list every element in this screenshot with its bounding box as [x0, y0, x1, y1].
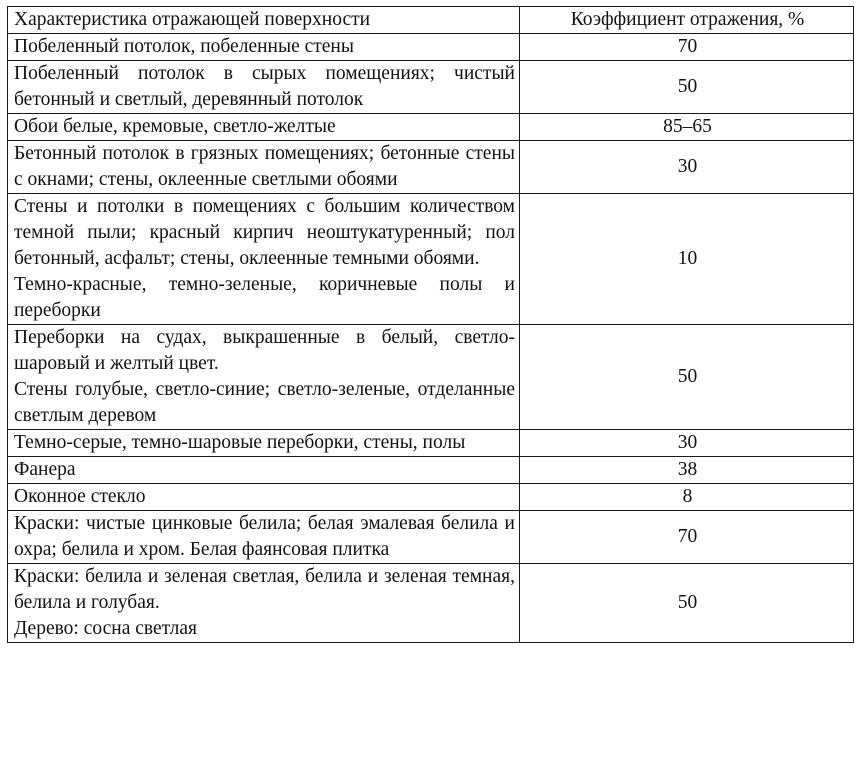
table-row	[8, 194, 854, 325]
row-coefficient: 30	[520, 430, 854, 457]
row-description	[8, 564, 520, 643]
row-coefficient: 50	[520, 325, 854, 430]
column-header-coefficient: Коэффициент отражения, %	[520, 7, 854, 34]
row-description	[8, 457, 520, 484]
table-row	[8, 484, 854, 511]
description-text: Стены голубые, светло-синие; светло-зеленые, отделанные светлым деревом	[14, 379, 515, 426]
document-page	[7, 6, 854, 643]
description-text: Фанера	[14, 459, 76, 480]
table-row	[8, 61, 854, 114]
row-coefficient: 10	[520, 194, 854, 325]
row-coefficient: 70	[520, 511, 854, 564]
description-text: Переборки на судах, выкрашенные в белый, светло-шаровый и желтый цвет.	[14, 327, 515, 374]
row-coefficient: 50	[520, 61, 854, 114]
row-description	[8, 61, 520, 114]
table-row	[8, 325, 854, 430]
row-coefficient: 70	[520, 34, 854, 61]
row-description	[8, 114, 520, 141]
row-description	[8, 194, 520, 325]
description-text: Побеленный потолок в сырых помещениях; чистый бетонный и светлый, деревянный потолок	[14, 63, 515, 110]
table-row	[8, 564, 854, 643]
reflection-coefficient-table	[7, 6, 854, 643]
row-description	[8, 141, 520, 194]
description-text: Обои белые, кремовые, светло-желтые	[14, 116, 336, 137]
row-coefficient: 8	[520, 484, 854, 511]
description-text: Краски: чистые цинковые белила; белая эмалевая белила и охра; белила и хром. Белая фаянсовая плитка	[14, 513, 515, 560]
row-description	[8, 34, 520, 61]
row-coefficient: 85–65	[520, 114, 854, 141]
row-coefficient: 38	[520, 457, 854, 484]
table-header-row	[8, 7, 854, 34]
description-text: Краски: белила и зеленая светлая, белила и зеленая темная, белила и голубая.	[14, 566, 515, 613]
description-text: Побеленный потолок, побеленные стены	[14, 36, 354, 57]
table-row	[8, 34, 854, 61]
description-text: Стены и потолки в помещениях с большим количеством темной пыли; красный кирпич неоштукатуренный; пол бетонный, асфальт; стены, оклеенные темными обоями.	[14, 196, 515, 269]
row-description	[8, 325, 520, 430]
description-text: Бетонный потолок в грязных помещениях; бетонные стены с окнами; стены, оклеенные светлыми обоями	[14, 143, 515, 190]
table-row	[8, 457, 854, 484]
row-description	[8, 430, 520, 457]
table-row	[8, 511, 854, 564]
row-coefficient: 30	[520, 141, 854, 194]
table-row	[8, 114, 854, 141]
row-coefficient: 50	[520, 564, 854, 643]
description-text: Дерево: сосна светлая	[14, 618, 198, 639]
table-row	[8, 430, 854, 457]
row-description	[8, 511, 520, 564]
description-text: Оконное стекло	[14, 486, 146, 507]
description-text: Темно-красные, темно-зеленые, коричневые полы и переборки	[14, 274, 515, 321]
column-header-characteristic: Характеристика отражающей поверхности	[8, 7, 520, 34]
table-row	[8, 141, 854, 194]
description-text: Темно-серые, темно-шаровые переборки, стены, полы	[14, 432, 466, 453]
row-description	[8, 484, 520, 511]
